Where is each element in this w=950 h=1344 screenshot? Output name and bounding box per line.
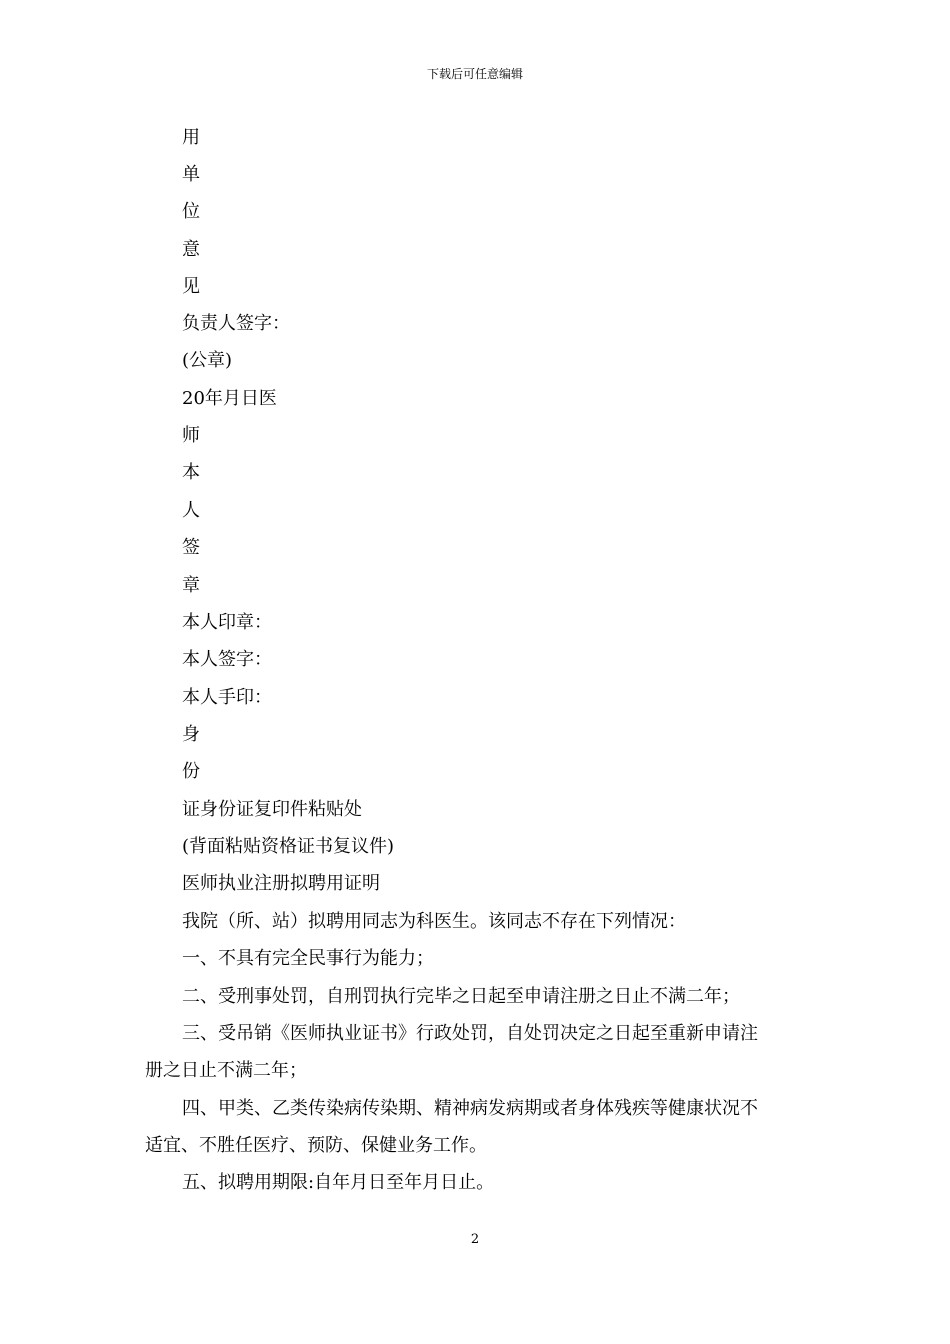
text-line: 师 (182, 425, 200, 446)
text-line: 本人手印： (182, 687, 272, 708)
text-line: 本 (182, 462, 200, 483)
text-line: 用 (182, 127, 200, 148)
page-number: 2 (470, 1232, 480, 1247)
text-line: 意 (182, 239, 200, 260)
text-line: 负责人签字： (182, 313, 290, 334)
text-line: 一、不具有完全民事行为能力； (182, 948, 434, 969)
text-line: 五、拟聘用期限:自年月日至年月日止。 (182, 1172, 495, 1193)
text-line: 份 (182, 761, 200, 782)
text-line: 单 (182, 164, 200, 185)
text-line: 签 (182, 537, 200, 558)
text-line: 四、甲类、乙类传染病传染期、精神病发病期或者身体残疾等健康状况不 (182, 1098, 758, 1119)
text-line: 人 (182, 500, 200, 521)
text-line: 册之日止不满二年； (145, 1060, 307, 1081)
text-line: 位 (182, 201, 200, 222)
page-header: 下载后可任意编辑 (426, 67, 523, 81)
text-line: 见 (182, 276, 200, 297)
text-line: 本人印章： (182, 612, 272, 633)
text-line: 本人签字： (182, 649, 272, 670)
text-line: 证身份证复印件粘贴处 (182, 799, 362, 820)
text-line: (背面粘贴资格证书复议件) (182, 836, 395, 857)
text-line: 医师执业注册拟聘用证明 (182, 873, 380, 894)
text-line: 20年月日医 (182, 388, 277, 409)
text-line: (公章) (182, 350, 233, 371)
text-line: 适宜、不胜任医疗、预防、保健业务工作。 (145, 1135, 487, 1156)
text-line: 我院（所、站）拟聘用同志为科医生。该同志不存在下列情况： (182, 911, 686, 932)
text-line: 二、受刑事处罚，自刑罚执行完毕之日起至申请注册之日止不满二年； (182, 986, 740, 1007)
text-line: 身 (182, 724, 200, 745)
text-line: 三、受吊销《医师执业证书》行政处罚，自处罚决定之日起至重新申请注 (182, 1023, 758, 1044)
text-line: 章 (182, 575, 200, 596)
